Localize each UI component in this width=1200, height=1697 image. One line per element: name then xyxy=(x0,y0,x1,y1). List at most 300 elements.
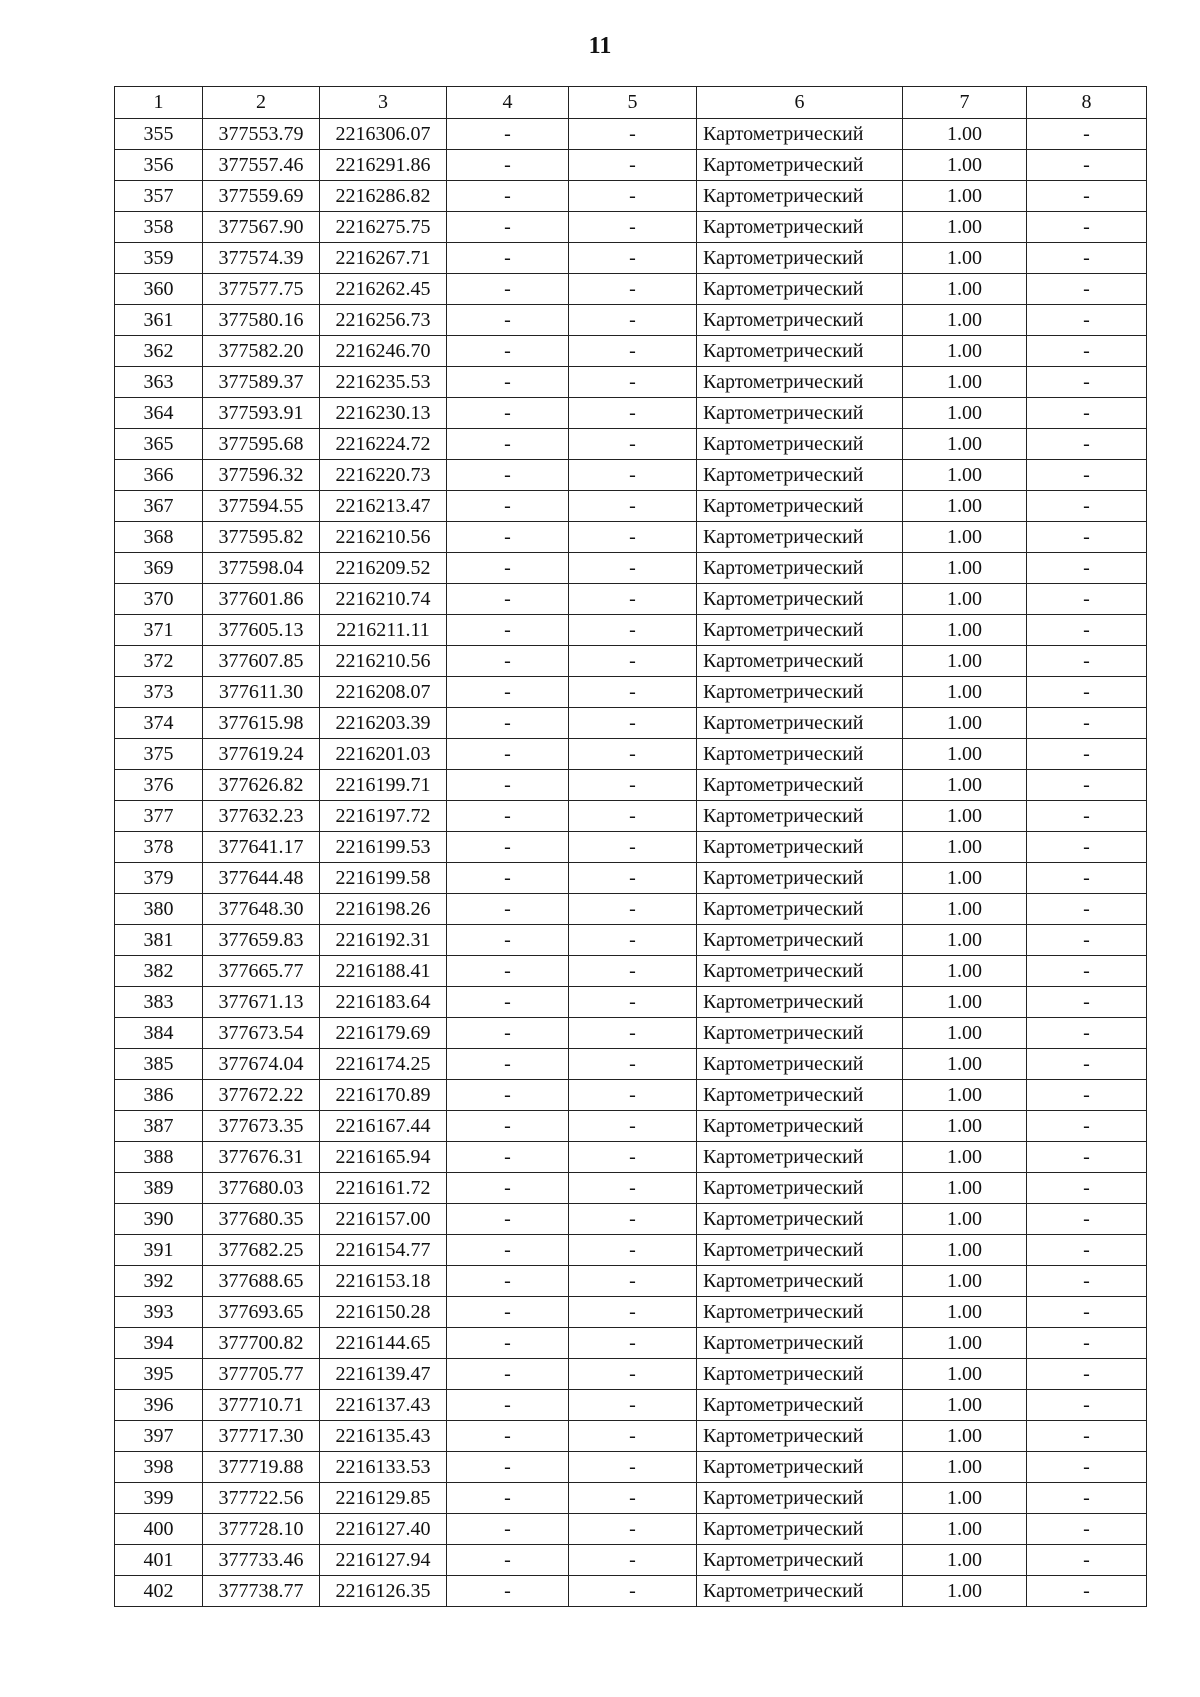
point-number-cell: 370 xyxy=(115,584,203,615)
accuracy-cell: 1.00 xyxy=(903,1111,1027,1142)
method-cell: Картометрический xyxy=(697,863,903,894)
method-cell: Картометрический xyxy=(697,801,903,832)
y-coordinate-cell: 2216165.94 xyxy=(320,1142,447,1173)
table-row xyxy=(115,119,1147,150)
y-coordinate-cell: 2216153.18 xyxy=(320,1266,447,1297)
point-number-cell: 368 xyxy=(115,522,203,553)
point-number-cell: 379 xyxy=(115,863,203,894)
column-8-cell: - xyxy=(1027,615,1147,646)
column-4-cell: - xyxy=(447,646,569,677)
accuracy-cell: 1.00 xyxy=(903,1452,1027,1483)
column-4-cell: - xyxy=(447,1390,569,1421)
x-coordinate-cell: 377680.03 xyxy=(203,1173,320,1204)
x-coordinate-cell: 377567.90 xyxy=(203,212,320,243)
x-coordinate-cell: 377665.77 xyxy=(203,956,320,987)
method-cell: Картометрический xyxy=(697,832,903,863)
y-coordinate-cell: 2216199.58 xyxy=(320,863,447,894)
x-coordinate-cell: 377644.48 xyxy=(203,863,320,894)
y-coordinate-cell: 2216199.53 xyxy=(320,832,447,863)
column-8-cell: - xyxy=(1027,770,1147,801)
accuracy-cell: 1.00 xyxy=(903,1018,1027,1049)
x-coordinate-cell: 377557.46 xyxy=(203,150,320,181)
accuracy-cell: 1.00 xyxy=(903,1266,1027,1297)
column-8-cell: - xyxy=(1027,1545,1147,1576)
x-coordinate-cell: 377615.98 xyxy=(203,708,320,739)
column-8-cell: - xyxy=(1027,150,1147,181)
column-5-cell: - xyxy=(569,1080,697,1111)
accuracy-cell: 1.00 xyxy=(903,460,1027,491)
header-cell: 8 xyxy=(1027,87,1147,119)
page-number: 11 xyxy=(588,33,612,59)
point-number-cell: 402 xyxy=(115,1576,203,1607)
column-8-cell: - xyxy=(1027,1359,1147,1390)
point-number-cell: 380 xyxy=(115,894,203,925)
point-number-cell: 357 xyxy=(115,181,203,212)
y-coordinate-cell: 2216262.45 xyxy=(320,274,447,305)
accuracy-cell: 1.00 xyxy=(903,1204,1027,1235)
accuracy-cell: 1.00 xyxy=(903,1483,1027,1514)
column-4-cell: - xyxy=(447,1204,569,1235)
point-number-cell: 392 xyxy=(115,1266,203,1297)
y-coordinate-cell: 2216286.82 xyxy=(320,181,447,212)
point-number-cell: 401 xyxy=(115,1545,203,1576)
column-4-cell: - xyxy=(447,119,569,150)
table-row xyxy=(115,863,1147,894)
y-coordinate-cell: 2216161.72 xyxy=(320,1173,447,1204)
x-coordinate-cell: 377580.16 xyxy=(203,305,320,336)
column-4-cell: - xyxy=(447,832,569,863)
point-number-cell: 364 xyxy=(115,398,203,429)
table-row xyxy=(115,987,1147,1018)
table-row xyxy=(115,274,1147,305)
column-4-cell: - xyxy=(447,181,569,212)
column-8-cell: - xyxy=(1027,1266,1147,1297)
x-coordinate-cell: 377559.69 xyxy=(203,181,320,212)
column-4-cell: - xyxy=(447,1483,569,1514)
column-8-cell: - xyxy=(1027,305,1147,336)
point-number-cell: 362 xyxy=(115,336,203,367)
column-5-cell: - xyxy=(569,119,697,150)
method-cell: Картометрический xyxy=(697,1173,903,1204)
column-4-cell: - xyxy=(447,708,569,739)
accuracy-cell: 1.00 xyxy=(903,770,1027,801)
method-cell: Картометрический xyxy=(697,491,903,522)
accuracy-cell: 1.00 xyxy=(903,863,1027,894)
y-coordinate-cell: 2216157.00 xyxy=(320,1204,447,1235)
table-row xyxy=(115,522,1147,553)
point-number-cell: 383 xyxy=(115,987,203,1018)
x-coordinate-cell: 377619.24 xyxy=(203,739,320,770)
y-coordinate-cell: 2216246.70 xyxy=(320,336,447,367)
accuracy-cell: 1.00 xyxy=(903,584,1027,615)
x-coordinate-cell: 377705.77 xyxy=(203,1359,320,1390)
column-5-cell: - xyxy=(569,553,697,584)
y-coordinate-cell: 2216209.52 xyxy=(320,553,447,584)
column-4-cell: - xyxy=(447,1235,569,1266)
column-8-cell: - xyxy=(1027,677,1147,708)
accuracy-cell: 1.00 xyxy=(903,336,1027,367)
accuracy-cell: 1.00 xyxy=(903,429,1027,460)
table-row xyxy=(115,1018,1147,1049)
column-4-cell: - xyxy=(447,1359,569,1390)
point-number-cell: 399 xyxy=(115,1483,203,1514)
column-5-cell: - xyxy=(569,1049,697,1080)
point-number-cell: 390 xyxy=(115,1204,203,1235)
column-8-cell: - xyxy=(1027,925,1147,956)
y-coordinate-cell: 2216199.71 xyxy=(320,770,447,801)
column-5-cell: - xyxy=(569,677,697,708)
table-row xyxy=(115,212,1147,243)
x-coordinate-cell: 377605.13 xyxy=(203,615,320,646)
column-4-cell: - xyxy=(447,429,569,460)
point-number-cell: 400 xyxy=(115,1514,203,1545)
y-coordinate-cell: 2216201.03 xyxy=(320,739,447,770)
point-number-cell: 393 xyxy=(115,1297,203,1328)
point-number-cell: 366 xyxy=(115,460,203,491)
method-cell: Картометрический xyxy=(697,212,903,243)
column-8-cell: - xyxy=(1027,367,1147,398)
table-row xyxy=(115,615,1147,646)
column-4-cell: - xyxy=(447,212,569,243)
table-row xyxy=(115,1173,1147,1204)
column-8-cell: - xyxy=(1027,1018,1147,1049)
accuracy-cell: 1.00 xyxy=(903,739,1027,770)
column-5-cell: - xyxy=(569,1514,697,1545)
y-coordinate-cell: 2216137.43 xyxy=(320,1390,447,1421)
accuracy-cell: 1.00 xyxy=(903,150,1027,181)
accuracy-cell: 1.00 xyxy=(903,212,1027,243)
table-row xyxy=(115,956,1147,987)
point-number-cell: 367 xyxy=(115,491,203,522)
accuracy-cell: 1.00 xyxy=(903,801,1027,832)
accuracy-cell: 1.00 xyxy=(903,119,1027,150)
column-4-cell: - xyxy=(447,677,569,708)
table-row xyxy=(115,1452,1147,1483)
accuracy-cell: 1.00 xyxy=(903,894,1027,925)
table-row xyxy=(115,832,1147,863)
column-4-cell: - xyxy=(447,894,569,925)
table-row xyxy=(115,305,1147,336)
method-cell: Картометрический xyxy=(697,956,903,987)
column-8-cell: - xyxy=(1027,491,1147,522)
point-number-cell: 391 xyxy=(115,1235,203,1266)
table-row xyxy=(115,646,1147,677)
method-cell: Картометрический xyxy=(697,1297,903,1328)
column-4-cell: - xyxy=(447,553,569,584)
table-row xyxy=(115,1514,1147,1545)
column-5-cell: - xyxy=(569,1142,697,1173)
x-coordinate-cell: 377722.56 xyxy=(203,1483,320,1514)
y-coordinate-cell: 2216275.75 xyxy=(320,212,447,243)
header-cell: 1 xyxy=(115,87,203,119)
column-4-cell: - xyxy=(447,1266,569,1297)
table-row xyxy=(115,739,1147,770)
column-4-cell: - xyxy=(447,1576,569,1607)
point-number-cell: 387 xyxy=(115,1111,203,1142)
column-8-cell: - xyxy=(1027,212,1147,243)
table-row xyxy=(115,243,1147,274)
table-row xyxy=(115,1266,1147,1297)
method-cell: Картометрический xyxy=(697,367,903,398)
x-coordinate-cell: 377626.82 xyxy=(203,770,320,801)
accuracy-cell: 1.00 xyxy=(903,832,1027,863)
point-number-cell: 355 xyxy=(115,119,203,150)
x-coordinate-cell: 377641.17 xyxy=(203,832,320,863)
accuracy-cell: 1.00 xyxy=(903,615,1027,646)
y-coordinate-cell: 2216167.44 xyxy=(320,1111,447,1142)
point-number-cell: 388 xyxy=(115,1142,203,1173)
column-8-cell: - xyxy=(1027,894,1147,925)
y-coordinate-cell: 2216144.65 xyxy=(320,1328,447,1359)
table-row xyxy=(115,429,1147,460)
point-number-cell: 395 xyxy=(115,1359,203,1390)
point-number-cell: 361 xyxy=(115,305,203,336)
accuracy-cell: 1.00 xyxy=(903,677,1027,708)
column-4-cell: - xyxy=(447,1142,569,1173)
column-8-cell: - xyxy=(1027,708,1147,739)
point-number-cell: 372 xyxy=(115,646,203,677)
method-cell: Картометрический xyxy=(697,987,903,1018)
table-row xyxy=(115,1421,1147,1452)
column-5-cell: - xyxy=(569,894,697,925)
column-5-cell: - xyxy=(569,274,697,305)
x-coordinate-cell: 377577.75 xyxy=(203,274,320,305)
column-8-cell: - xyxy=(1027,801,1147,832)
method-cell: Картометрический xyxy=(697,1080,903,1111)
accuracy-cell: 1.00 xyxy=(903,1080,1027,1111)
accuracy-cell: 1.00 xyxy=(903,367,1027,398)
column-5-cell: - xyxy=(569,1545,697,1576)
x-coordinate-cell: 377728.10 xyxy=(203,1514,320,1545)
column-4-cell: - xyxy=(447,150,569,181)
column-4-cell: - xyxy=(447,1173,569,1204)
method-cell: Картометрический xyxy=(697,770,903,801)
column-4-cell: - xyxy=(447,398,569,429)
column-5-cell: - xyxy=(569,987,697,1018)
column-5-cell: - xyxy=(569,925,697,956)
x-coordinate-cell: 377595.82 xyxy=(203,522,320,553)
column-4-cell: - xyxy=(447,739,569,770)
column-5-cell: - xyxy=(569,1452,697,1483)
point-number-cell: 396 xyxy=(115,1390,203,1421)
accuracy-cell: 1.00 xyxy=(903,1545,1027,1576)
column-4-cell: - xyxy=(447,1514,569,1545)
table-row xyxy=(115,1142,1147,1173)
column-5-cell: - xyxy=(569,584,697,615)
x-coordinate-cell: 377582.20 xyxy=(203,336,320,367)
method-cell: Картометрический xyxy=(697,429,903,460)
column-4-cell: - xyxy=(447,863,569,894)
x-coordinate-cell: 377676.31 xyxy=(203,1142,320,1173)
column-5-cell: - xyxy=(569,832,697,863)
point-number-cell: 358 xyxy=(115,212,203,243)
x-coordinate-cell: 377553.79 xyxy=(203,119,320,150)
table-row xyxy=(115,1204,1147,1235)
table-row xyxy=(115,1483,1147,1514)
point-number-cell: 371 xyxy=(115,615,203,646)
y-coordinate-cell: 2216188.41 xyxy=(320,956,447,987)
column-4-cell: - xyxy=(447,1452,569,1483)
method-cell: Картометрический xyxy=(697,1545,903,1576)
x-coordinate-cell: 377673.35 xyxy=(203,1111,320,1142)
column-4-cell: - xyxy=(447,305,569,336)
column-5-cell: - xyxy=(569,460,697,491)
accuracy-cell: 1.00 xyxy=(903,987,1027,1018)
column-5-cell: - xyxy=(569,181,697,212)
x-coordinate-cell: 377598.04 xyxy=(203,553,320,584)
column-4-cell: - xyxy=(447,1111,569,1142)
point-number-cell: 360 xyxy=(115,274,203,305)
accuracy-cell: 1.00 xyxy=(903,1421,1027,1452)
accuracy-cell: 1.00 xyxy=(903,1049,1027,1080)
column-5-cell: - xyxy=(569,956,697,987)
table-row xyxy=(115,1390,1147,1421)
table-row xyxy=(115,1545,1147,1576)
method-cell: Картометрический xyxy=(697,1483,903,1514)
accuracy-cell: 1.00 xyxy=(903,274,1027,305)
table-body xyxy=(115,87,1147,1607)
column-5-cell: - xyxy=(569,336,697,367)
point-number-cell: 384 xyxy=(115,1018,203,1049)
method-cell: Картометрический xyxy=(697,336,903,367)
method-cell: Картометрический xyxy=(697,1018,903,1049)
point-number-cell: 363 xyxy=(115,367,203,398)
table-row xyxy=(115,336,1147,367)
y-coordinate-cell: 2216135.43 xyxy=(320,1421,447,1452)
y-coordinate-cell: 2216220.73 xyxy=(320,460,447,491)
y-coordinate-cell: 2216197.72 xyxy=(320,801,447,832)
method-cell: Картометрический xyxy=(697,119,903,150)
column-4-cell: - xyxy=(447,460,569,491)
table-row xyxy=(115,553,1147,584)
column-5-cell: - xyxy=(569,1111,697,1142)
column-4-cell: - xyxy=(447,522,569,553)
method-cell: Картометрический xyxy=(697,1235,903,1266)
accuracy-cell: 1.00 xyxy=(903,243,1027,274)
x-coordinate-cell: 377688.65 xyxy=(203,1266,320,1297)
point-number-cell: 365 xyxy=(115,429,203,460)
table-row xyxy=(115,925,1147,956)
method-cell: Картометрический xyxy=(697,1514,903,1545)
point-number-cell: 385 xyxy=(115,1049,203,1080)
point-number-cell: 376 xyxy=(115,770,203,801)
x-coordinate-cell: 377607.85 xyxy=(203,646,320,677)
table-row xyxy=(115,1111,1147,1142)
x-coordinate-cell: 377674.04 xyxy=(203,1049,320,1080)
column-8-cell: - xyxy=(1027,1049,1147,1080)
y-coordinate-cell: 2216210.56 xyxy=(320,646,447,677)
y-coordinate-cell: 2216192.31 xyxy=(320,925,447,956)
method-cell: Картометрический xyxy=(697,584,903,615)
column-8-cell: - xyxy=(1027,956,1147,987)
column-8-cell: - xyxy=(1027,1514,1147,1545)
header-cell: 6 xyxy=(697,87,903,119)
y-coordinate-cell: 2216127.94 xyxy=(320,1545,447,1576)
y-coordinate-cell: 2216170.89 xyxy=(320,1080,447,1111)
x-coordinate-cell: 377738.77 xyxy=(203,1576,320,1607)
column-5-cell: - xyxy=(569,305,697,336)
point-number-cell: 381 xyxy=(115,925,203,956)
table-row xyxy=(115,770,1147,801)
column-4-cell: - xyxy=(447,801,569,832)
x-coordinate-cell: 377671.13 xyxy=(203,987,320,1018)
method-cell: Картометрический xyxy=(697,1576,903,1607)
y-coordinate-cell: 2216154.77 xyxy=(320,1235,447,1266)
column-5-cell: - xyxy=(569,1173,697,1204)
accuracy-cell: 1.00 xyxy=(903,1173,1027,1204)
table-row xyxy=(115,181,1147,212)
point-number-cell: 377 xyxy=(115,801,203,832)
column-5-cell: - xyxy=(569,1483,697,1514)
x-coordinate-cell: 377693.65 xyxy=(203,1297,320,1328)
point-number-cell: 356 xyxy=(115,150,203,181)
method-cell: Картометрический xyxy=(697,1049,903,1080)
x-coordinate-cell: 377710.71 xyxy=(203,1390,320,1421)
x-coordinate-cell: 377593.91 xyxy=(203,398,320,429)
method-cell: Картометрический xyxy=(697,522,903,553)
y-coordinate-cell: 2216256.73 xyxy=(320,305,447,336)
table-row xyxy=(115,584,1147,615)
column-5-cell: - xyxy=(569,367,697,398)
column-4-cell: - xyxy=(447,925,569,956)
column-4-cell: - xyxy=(447,1080,569,1111)
column-5-cell: - xyxy=(569,150,697,181)
method-cell: Картометрический xyxy=(697,925,903,956)
x-coordinate-cell: 377733.46 xyxy=(203,1545,320,1576)
table-row xyxy=(115,460,1147,491)
x-coordinate-cell: 377601.86 xyxy=(203,584,320,615)
column-4-cell: - xyxy=(447,1018,569,1049)
y-coordinate-cell: 2216224.72 xyxy=(320,429,447,460)
accuracy-cell: 1.00 xyxy=(903,398,1027,429)
method-cell: Картометрический xyxy=(697,677,903,708)
y-coordinate-cell: 2216133.53 xyxy=(320,1452,447,1483)
accuracy-cell: 1.00 xyxy=(903,646,1027,677)
header-cell: 3 xyxy=(320,87,447,119)
y-coordinate-cell: 2216230.13 xyxy=(320,398,447,429)
accuracy-cell: 1.00 xyxy=(903,708,1027,739)
column-4-cell: - xyxy=(447,1297,569,1328)
table-row xyxy=(115,1049,1147,1080)
column-8-cell: - xyxy=(1027,1080,1147,1111)
column-5-cell: - xyxy=(569,243,697,274)
column-5-cell: - xyxy=(569,646,697,677)
column-4-cell: - xyxy=(447,367,569,398)
column-5-cell: - xyxy=(569,212,697,243)
point-number-cell: 359 xyxy=(115,243,203,274)
column-5-cell: - xyxy=(569,739,697,770)
column-8-cell: - xyxy=(1027,739,1147,770)
y-coordinate-cell: 2216291.86 xyxy=(320,150,447,181)
column-5-cell: - xyxy=(569,1421,697,1452)
column-4-cell: - xyxy=(447,274,569,305)
y-coordinate-cell: 2216183.64 xyxy=(320,987,447,1018)
method-cell: Картометрический xyxy=(697,1390,903,1421)
table-row xyxy=(115,1359,1147,1390)
column-5-cell: - xyxy=(569,1328,697,1359)
x-coordinate-cell: 377648.30 xyxy=(203,894,320,925)
column-5-cell: - xyxy=(569,1204,697,1235)
column-4-cell: - xyxy=(447,770,569,801)
method-cell: Картометрический xyxy=(697,1421,903,1452)
column-5-cell: - xyxy=(569,863,697,894)
point-number-cell: 398 xyxy=(115,1452,203,1483)
x-coordinate-cell: 377596.32 xyxy=(203,460,320,491)
method-cell: Картометрический xyxy=(697,708,903,739)
column-4-cell: - xyxy=(447,336,569,367)
column-8-cell: - xyxy=(1027,1142,1147,1173)
column-5-cell: - xyxy=(569,1576,697,1607)
